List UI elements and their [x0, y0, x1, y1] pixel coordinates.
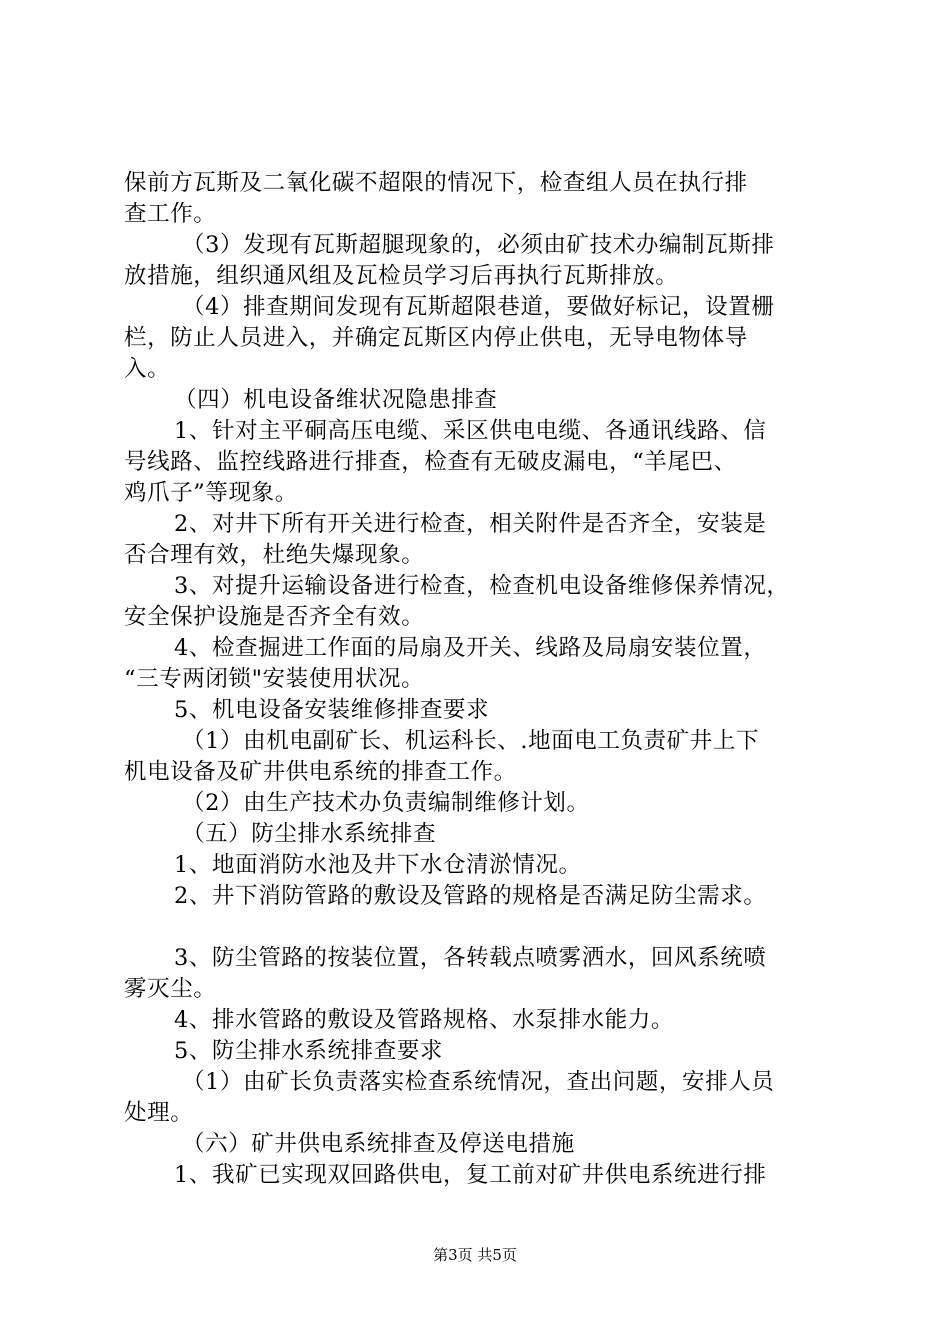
- text-line: 否合理有效，杜绝失爆现象。: [124, 542, 425, 568]
- section-heading: （五）防尘排水系统排查: [182, 821, 437, 847]
- text-line: 2、对井下所有开关进行检查，相关附件是否齐全，安装是: [174, 511, 767, 537]
- text-line: 处理。: [124, 1100, 194, 1126]
- text-line: 入。: [124, 356, 171, 382]
- text-line: 号线路、监控线路进行排查，检查有无破皮漏电，“羊尾巴、: [124, 449, 737, 475]
- text-line: 3、防尘管路的按装位置，各转载点喷雾洒水，回风系统喷: [174, 945, 767, 971]
- section-heading: （六）矿井供电系统排查及停送电措施: [182, 1131, 575, 1157]
- text-line: 4、检查掘进工作面的局扇及开关、线路及局扇安装位置，: [174, 635, 767, 661]
- text-line: 5、防尘排水系统排查要求: [174, 1038, 444, 1064]
- text-line: （1）由矿长负责落实检查系统情况，查出问题，安排人员: [182, 1069, 775, 1095]
- text-line: 1、我矿已实现双回路供电，复工前对矿井供电系统进行排: [174, 1162, 767, 1188]
- text-line: 4、排水管路的敷设及管路规格、水泵排水能力。: [174, 1007, 675, 1033]
- text-line: （4）排查期间发现有瓦斯超限巷道，要做好标记，设置栅: [182, 294, 775, 320]
- text-line: 2、井下消防管路的敷设及管路的规格是否满足防尘需求。: [174, 883, 767, 909]
- blank-line: [124, 912, 836, 943]
- body-text: [124, 168, 836, 1191]
- text-line: 1、针对主平硐高压电缆、采区供电电缆、各通讯线路、信: [174, 418, 767, 444]
- text-line: 3、对提升运输设备进行检查，检查机电设备维修保养情况，: [174, 573, 790, 599]
- text-line: 1、地面消防水池及井下水仓清淤情况。: [174, 852, 582, 878]
- text-line: 5、机电设备安装维修排查要求: [174, 697, 490, 723]
- text-line: （1）由机电副矿长、机运科长、.地面电工负责矿井上下: [182, 728, 760, 754]
- text-line: （2）由生产技术办负责编制维修计划。: [182, 790, 590, 816]
- text-line: 鸡爪子”等现象。: [124, 480, 298, 506]
- text-line: 安全保护设施是否齐全有效。: [124, 604, 425, 630]
- text-line: “三专两闭锁"安装使用状况。: [124, 666, 425, 692]
- section-heading: （四）机电设备维状况隐患排查: [174, 387, 498, 413]
- text-line: 栏，防止人员进入，并确定瓦斯区内停止供电，无导电物体导: [124, 325, 748, 351]
- text-line: 机电设备及矿井供电系统的排查工作。: [124, 759, 517, 785]
- text-line: （3）发现有瓦斯超腿现象的，必须由矿技术办编制瓦斯排: [182, 232, 775, 258]
- text-line: 查工作。: [124, 201, 217, 227]
- text-line: 雾灭尘。: [124, 976, 217, 1002]
- page-number-footer: 第3页 共5页: [433, 1246, 517, 1264]
- text-line: 放措施，组织通风组及瓦检员学习后再执行瓦斯排放。: [124, 263, 679, 289]
- text-line: 保前方瓦斯及二氧化碳不超限的情况下，检查组人员在执行排: [124, 170, 748, 196]
